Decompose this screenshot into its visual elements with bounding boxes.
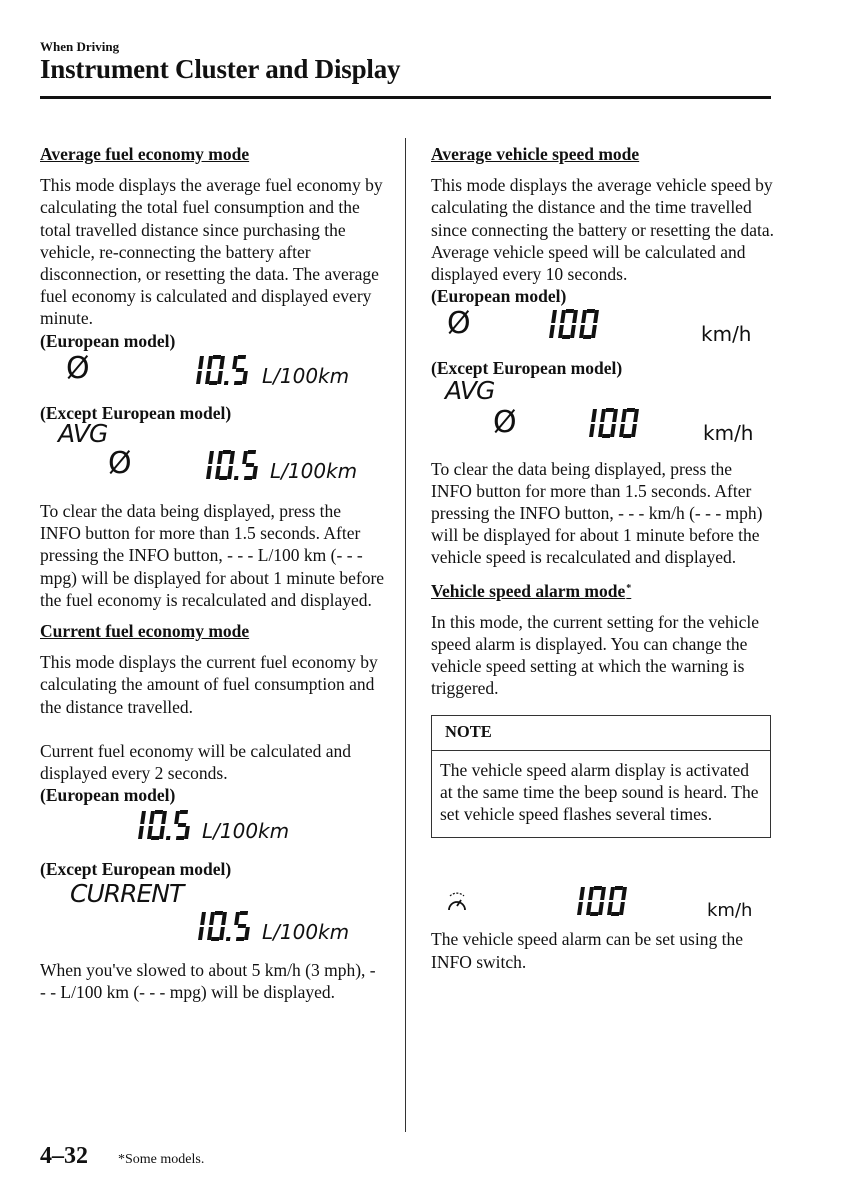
avg-speed-body: This mode displays the average vehicle speed by calculating the distance and the time travelled since connecting the battery or resetting the data. [431, 175, 775, 240]
page-number: 4–32 [40, 1143, 88, 1169]
note-box [431, 715, 771, 839]
current-fuel-body: This mode displays the current fuel economy by calculating the amount of fuel consumption and the distance travelled. [40, 652, 378, 717]
speed-unit: km/h [703, 420, 754, 445]
asterisk: * [626, 582, 632, 594]
avg-fuel-heading: Average fuel economy mode [40, 144, 250, 164]
left-column [40, 143, 385, 1003]
except-european-label: (Except European model) [40, 402, 232, 423]
speed-unit: km/h [701, 322, 752, 347]
current-tag: CURRENT [70, 878, 184, 908]
speed-alarm-heading-text: Vehicle speed alarm mode [431, 580, 626, 601]
fuel-unit: L/100km [202, 819, 290, 844]
except-european-label: (Except European model) [431, 358, 623, 379]
speed-unit: km/h [707, 900, 753, 922]
diameter-icon: Ø [447, 306, 471, 342]
section-label: When Driving [40, 39, 120, 54]
lcd-value [539, 309, 602, 339]
lcd-value [188, 911, 255, 941]
avg-speed-display-eu [431, 307, 776, 357]
current-fuel-display-eu [40, 806, 385, 858]
current-fuel-display-other [40, 878, 385, 959]
right-column [431, 143, 776, 973]
current-fuel-heading: Current fuel economy mode [40, 621, 250, 642]
note-title: NOTE [432, 716, 770, 751]
avg-tag: AVG [58, 419, 108, 449]
fuel-unit: L/100km [262, 919, 350, 944]
lcd-value [186, 355, 253, 385]
avg-fuel-display-eu [40, 352, 385, 402]
note-body: The vehicle speed alarm display is activated at the same time the beep sound is heard. The set vehicle speed flashes several times. [440, 759, 759, 825]
european-model-label: (European model) [40, 330, 176, 351]
lcd-value [128, 810, 195, 840]
diameter-icon: Ø [108, 446, 132, 482]
diameter-icon: Ø [66, 350, 90, 386]
speed-alarm-heading [431, 578, 776, 602]
diameter-icon: Ø [493, 404, 517, 440]
avg-tag: AVG [445, 375, 495, 405]
lcd-value [579, 408, 642, 438]
current-fuel-body-2: Current fuel economy will be calculated and displayed every 2 seconds. [40, 740, 351, 784]
avg-speed-body-2: Average vehicle speed will be calculated and displayed every 10 seconds. [431, 241, 746, 285]
current-fuel-slow-text: When you've slowed to about 5 km/h (3 mph), - - - L/100 km (- - - mpg) will be displayed. [40, 959, 376, 1002]
european-model-label: (European model) [40, 785, 176, 806]
speed-alarm-display [431, 882, 776, 928]
page-title: Instrument Cluster and Display [40, 54, 401, 84]
fuel-unit: L/100km [270, 459, 358, 484]
footnote: *Some models. [118, 1152, 205, 1167]
avg-fuel-clear-text: To clear the data being displayed, press the INFO button for more than 1.5 seconds. After pressing the INFO button, - - - L/100 km (- - - mpg) will be displayed for about 1 minute before the fuel economy is recalculated and displayed. [40, 501, 385, 610]
speed-alarm-footer: The vehicle speed alarm can be set using the INFO switch. [431, 929, 743, 972]
speed-alarm-body: In this mode, the current setting for the vehicle speed alarm is displayed. You can change the vehicle speed setting at which the warning is triggered. [431, 611, 760, 699]
avg-speed-heading: Average vehicle speed mode [431, 144, 640, 164]
speed-alarm-icon [445, 892, 469, 919]
except-european-label: (Except European model) [40, 859, 232, 880]
title-rule [40, 96, 771, 99]
lcd-value [196, 450, 263, 480]
fuel-unit: L/100km [262, 363, 350, 388]
european-model-label: (European model) [431, 286, 567, 307]
column-divider [405, 138, 406, 1132]
avg-fuel-body: This mode displays the average fuel economy by calculating the total fuel consumption and the total travelled distance since purchasing the vehicle, re-connecting the battery after disconnection, or resetting the data. The average fuel economy is calculated and displayed every minute. [40, 175, 383, 329]
avg-speed-clear-text: To clear the data being displayed, press the INFO button for more than 1.5 seconds. After pressing the INFO button, - - - km/h (- - - mph) will be displayed for about 1 minute before the vehicle speed is recalculated and displayed. [431, 458, 763, 568]
avg-fuel-display-other [40, 419, 385, 500]
lcd-value [567, 886, 630, 916]
avg-speed-display-other [431, 375, 776, 458]
